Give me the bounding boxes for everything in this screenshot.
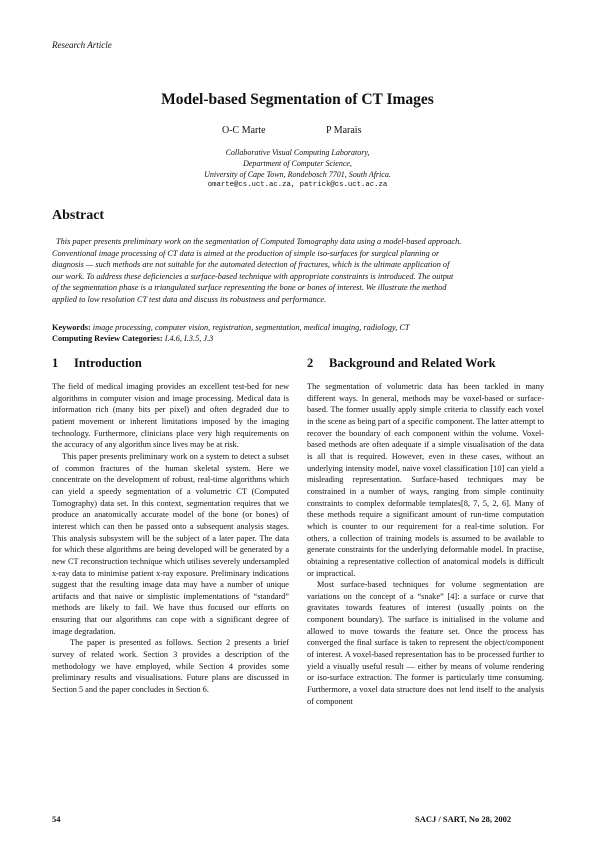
abstract-heading: Abstract [52, 208, 105, 223]
abstract-line: Conventional image processing of CT data is aimed at the production of simple iso-surfaces for surgical planning or [52, 248, 440, 258]
affiliation-line: University of Cape Town, Rondebosch 7701, South Africa. [204, 170, 391, 179]
affiliation-line: Collaborative Visual Computing Laboratory, [225, 148, 370, 157]
journal-citation: SACJ / SART, No 28, 2002 [415, 814, 512, 824]
abstract-line: our work. To address these deficiencies a surface-based technique with appropriate constraints is introduced. The output [52, 271, 454, 281]
section-heading [307, 356, 496, 371]
section-number: 1 [52, 356, 59, 370]
affiliation-line: Department of Computer Science, [243, 159, 352, 168]
paragraph: The paper is presented as follows. Section 2 presents a brief survey of related work. Section 3 provides a description of the methodology we have employed, while Section 4 provides some preliminary results and visualisations. Future plans are discussed in Section 5 and the paper concludes in Section 6. [52, 638, 289, 695]
abstract-line: of the segmentation phase is a triangulated surface representing the bone or bones of interest. We illustrate the method [52, 283, 447, 292]
abstract-line: This paper presents preliminary work on the segmentation of Computed Tomography data using a model-based approach. [56, 237, 462, 246]
abstract-line: applied to low resolution CT test data and discuss its robustness and performance. [52, 294, 327, 304]
section-number: 2 [307, 356, 314, 370]
paragraph: The field of medical imaging provides an excellent test-bed for new algorithms in computer vision and image processing. Medical data is information rich (many bits per pixel) and often degraded due to patient movement or inherent limitations imposed by the imaging technology. Furthermore, clinicians place very high requirements on the accuracy of any algorithm since lives may be at risk. [52, 382, 289, 450]
right-column [307, 381, 544, 707]
keywords-block [52, 322, 410, 344]
crc-value: I.4.6, I.3.5, J.3 [164, 334, 214, 343]
paragraph: This paper presents preliminary work on a system to detect a subset of common fractures of the human skeletal system. Here we concentrate on the development of robust, real-time algorithms which can yield a speedy segmentation of a volumetric CT (Computed Tomography) data set. In this context, segmentation requires that we produce an anatomically accurate model of the bone (or bones) of interest which can then be passed onto a subsequent analysis stages. This analysis subsystem will be the subject of a later paper. The data for which these algorithms are being developed will be generated by a new CT reconstruction technique which utilises severely undersampled x-ray data to minimise patient x-ray exposure. Preliminary indications suggest that the resulting image data may have a number of unique artifacts and that naive or simplistic implementations of “standard” methods are likely to fail. We have thus focused our efforts on ensuring that our algorithms can cope with a significant degree of image degradation. [52, 451, 289, 636]
section-title: Background and Related Work [329, 356, 496, 370]
keywords-value: image processing, computer vision, registration, segmentation, medical imaging, radiology, CT [92, 323, 410, 332]
affiliation [0, 147, 595, 191]
page-number: 54 [52, 814, 61, 824]
paper-title: Model-based Segmentation of CT Images [161, 91, 434, 108]
author-emails: omarte@cs.uct.ac.za, patrick@cs.uct.ac.za [207, 181, 388, 189]
section-title: Introduction [74, 356, 142, 370]
section-heading [52, 356, 142, 371]
abstract-body [52, 236, 543, 305]
author-name: P Marais [326, 125, 362, 136]
left-column [52, 381, 289, 696]
abstract-line: diagnosis — such methods are not suitable for the automated detection of fractures, which is the ultimate application of [52, 260, 450, 269]
paragraph: Most surface-based techniques for volume segmentation are variations on the concept of a “snake” [4]: a surface or curve that gravitates towards features of interest (usually points on the component boundary). The surface is initialised in the volume and allowed to move towards the feature set. Once the process has converged the final surface is taken to represent the object/component of interest. A voxel-based representation has to be processed further to yield a visually useful result — either by means of volume rendering or iso-surface extraction. The former is particularly time consuming. Furthermore, a voxel data structure does not lend itself to the analysis of component [307, 580, 544, 706]
paragraph: The segmentation of volumetric data has been tackled in many different ways. In general, methods may be voxel-based or surface-based. The former usually apply simple criteria to classify each voxel in the scene as being part of a specific component. The latter attempt to recover the boundary of each component within the volume. Voxel-based methods are often adequate if a simple visualisation of the data is all that is required. However, even in these cases, without an underlying intensity model, naive voxel classification [10] can yield a misleading representation. Surface-based techniques may be constrained in a number of ways, ranging from simple continuity constraints to complex deformable templates[8, 7, 5, 2, 6]. Many of these methods require a significant amount of run-time computation which is counter to our requirement for a real-time solution. For others, a collection of training models is assumed to be available to generate constraints for the underlying deformable model. In practise, obtaining a representative collection of anatomical models is difficult or impractical. [307, 382, 544, 578]
crc-label: Computing Review Categories: [52, 334, 163, 343]
keywords-label: Keywords: [52, 323, 91, 332]
author-name: O-C Marte [222, 125, 266, 136]
article-type-label: Research Article [52, 40, 112, 50]
